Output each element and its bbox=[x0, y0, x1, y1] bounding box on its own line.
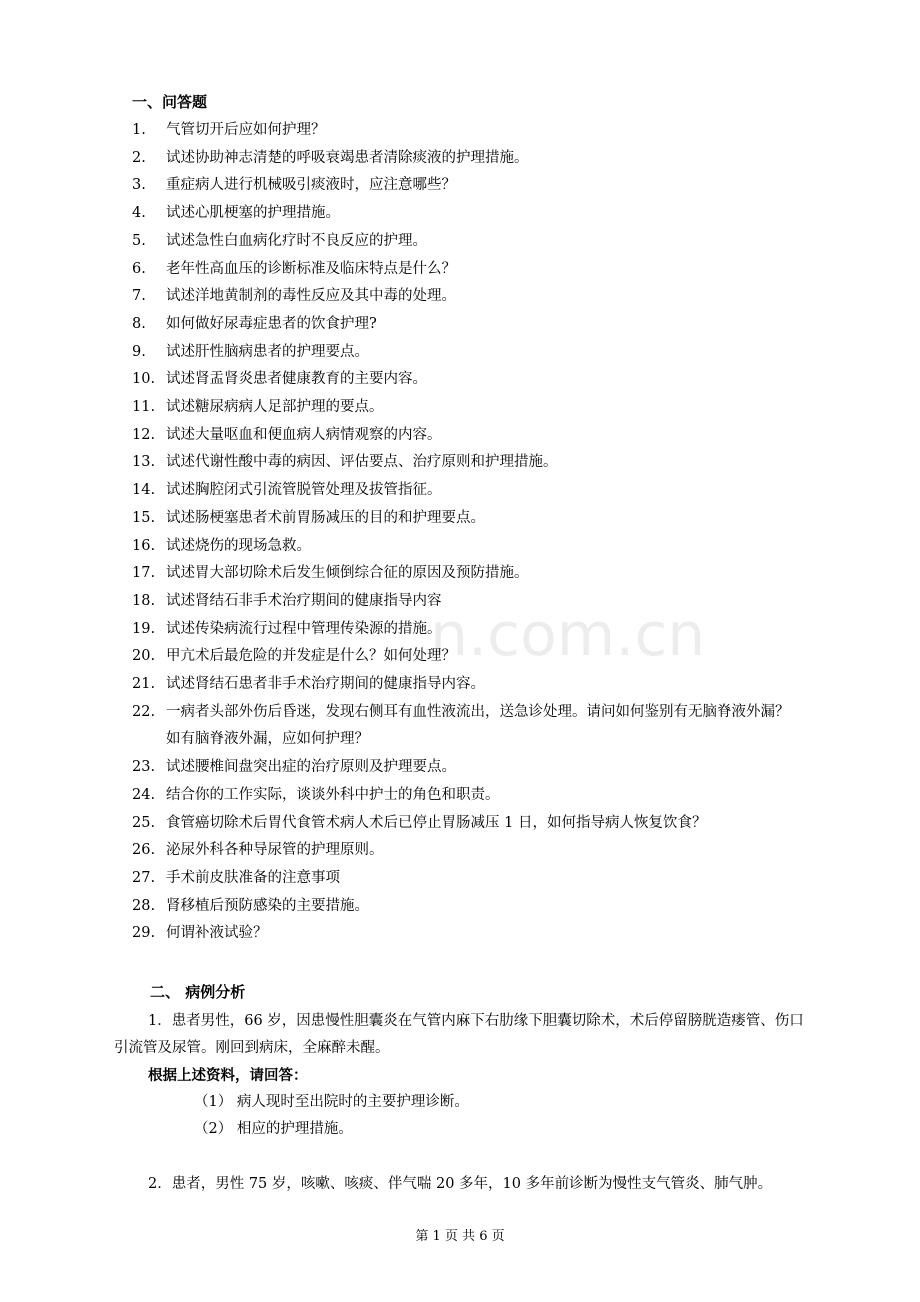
question-number: 5. bbox=[132, 232, 146, 249]
question-number: 26. bbox=[132, 842, 156, 859]
page-footer: 第 1 页 共 6 页 bbox=[415, 1229, 505, 1244]
question-number: 10. bbox=[132, 371, 156, 388]
question-text: 结合你的工作实际，谈谈外科中护士的角色和职责。 bbox=[166, 786, 500, 803]
question-text: 试述肾结石患者非手术治疗期间的健康指导内容。 bbox=[166, 676, 485, 693]
question-number: 20. bbox=[132, 648, 156, 665]
question-list bbox=[132, 117, 792, 948]
question-number: 14. bbox=[132, 482, 156, 499]
question-item bbox=[132, 283, 792, 311]
question-number: 16. bbox=[132, 537, 156, 554]
question-item bbox=[132, 311, 792, 339]
question-item bbox=[132, 837, 792, 865]
question-item bbox=[132, 533, 792, 561]
question-item bbox=[132, 810, 792, 838]
question-text: 试述代谢性酸中毒的病因、评估要点、治疗原则和护理措施。 bbox=[166, 454, 558, 471]
question-number: 2. bbox=[132, 149, 146, 166]
case-1-sub-2: （2） 相应的护理措施。 bbox=[194, 1121, 353, 1137]
section-title-case: 二、 病例分析 bbox=[150, 983, 246, 1001]
question-number: 19. bbox=[132, 620, 156, 637]
question-item bbox=[132, 782, 792, 810]
question-item bbox=[132, 699, 792, 754]
question-number: 8. bbox=[132, 315, 146, 332]
question-text: 泌尿外科各种导尿管的护理原则。 bbox=[166, 842, 384, 859]
question-item bbox=[132, 616, 792, 644]
question-item bbox=[132, 145, 792, 173]
question-item bbox=[132, 172, 792, 200]
question-number: 23. bbox=[132, 759, 156, 776]
question-item bbox=[132, 671, 792, 699]
question-text: 老年性高血压的诊断标准及临床特点是什么？ bbox=[166, 260, 456, 277]
question-number: 17. bbox=[132, 565, 156, 582]
question-number: 12. bbox=[132, 426, 156, 443]
question-text: 肾移植后预防感染的主要措施。 bbox=[166, 897, 369, 914]
question-number: 25. bbox=[132, 814, 156, 831]
question-text: 试述肾结石非手术治疗期间的健康指导内容 bbox=[166, 592, 442, 609]
question-item bbox=[132, 117, 792, 145]
question-number: 3. bbox=[132, 177, 146, 194]
question-text: 手术前皮肤准备的注意事项 bbox=[166, 869, 340, 886]
question-item bbox=[132, 394, 792, 422]
question-text: 试述肠梗塞患者术前胃肠减压的目的和护理要点。 bbox=[166, 509, 485, 526]
question-item bbox=[132, 477, 792, 505]
question-number: 4. bbox=[132, 205, 146, 222]
question-text: 试述肾盂肾炎患者健康教育的主要内容。 bbox=[166, 371, 427, 388]
question-text: 试述肝性脑病患者的护理要点。 bbox=[166, 343, 369, 360]
question-text: 试述洋地黄制剂的毒性反应及其中毒的处理。 bbox=[166, 288, 456, 305]
case-1-sub-1: （1） 病人现时至出院时的主要护理诊断。 bbox=[194, 1094, 469, 1110]
question-text: 试述协助神志清楚的呼吸衰竭患者清除痰液的护理措施。 bbox=[166, 149, 529, 166]
question-number: 9. bbox=[132, 343, 146, 360]
question-text: 试述胸腔闭式引流管脱管处理及拔管指征。 bbox=[166, 482, 442, 499]
question-text: 一病者头部外伤后昏迷，发现右侧耳有血性液流出，送急诊处理。请问如何鉴别有无脑脊液外漏？如有脑脊液外漏，应如何护理？ bbox=[166, 703, 790, 748]
question-item bbox=[132, 893, 792, 921]
case-2-text: 2．患者，男性 75 岁，咳嗽、咳痰、伴气喘 20 多年，10 多年前诊断为慢性支气管炎、肺气肿。 bbox=[148, 1176, 773, 1192]
question-number: 7. bbox=[132, 288, 146, 305]
question-text: 试述大量呕血和便血病人病情观察的内容。 bbox=[166, 426, 442, 443]
question-number: 18. bbox=[132, 592, 156, 609]
case-1-prompt: 根据上述资料，请回答： bbox=[148, 1067, 308, 1084]
question-text: 试述烧伤的现场急救。 bbox=[166, 537, 311, 554]
question-text: 试述心肌梗塞的护理措施。 bbox=[166, 205, 340, 222]
question-number: 29. bbox=[132, 925, 156, 942]
question-text: 如何做好尿毒症患者的饮食护理? bbox=[166, 315, 377, 332]
question-item bbox=[132, 588, 792, 616]
question-number: 24. bbox=[132, 786, 156, 803]
question-number: 27. bbox=[132, 869, 156, 886]
case-2 bbox=[114, 1171, 814, 1198]
question-number: 6. bbox=[132, 260, 146, 277]
question-text: 重症病人进行机械吸引痰液时，应注意哪些？ bbox=[166, 177, 456, 194]
question-text: 气管切开后应如何护理？ bbox=[166, 122, 326, 138]
question-item bbox=[132, 754, 792, 782]
question-text: 甲亢术后最危险的并发症是什么？如何处理？ bbox=[166, 648, 456, 665]
question-number: 11. bbox=[132, 399, 156, 416]
watermark: n.com.cn bbox=[430, 600, 706, 670]
case-1 bbox=[114, 1008, 814, 1143]
question-text: 试述糖尿病病人足部护理的要点。 bbox=[166, 399, 384, 416]
question-item bbox=[132, 200, 792, 228]
question-item bbox=[132, 256, 792, 284]
question-item bbox=[132, 643, 792, 671]
question-item bbox=[132, 920, 792, 948]
question-item bbox=[132, 505, 792, 533]
question-item bbox=[132, 560, 792, 588]
question-item bbox=[132, 228, 792, 256]
question-text: 何谓补液试验？ bbox=[166, 925, 268, 942]
case-1-text: 1．患者男性，66 岁，因患慢性胆囊炎在气管内麻下右肋缘下胆囊切除术，术后停留膀胱造瘘管、伤口引流管及尿管。刚回到病床，全麻醉未醒。 bbox=[114, 1013, 804, 1056]
question-number: 13. bbox=[132, 454, 156, 471]
question-text: 试述胃大部切除术后发生倾倒综合征的原因及预防措施。 bbox=[166, 565, 529, 582]
section-title-qa: 一、问答题 bbox=[132, 93, 208, 111]
question-item bbox=[132, 366, 792, 394]
question-text: 试述腰椎间盘突出症的治疗原则及护理要点。 bbox=[166, 759, 456, 776]
question-item bbox=[132, 422, 792, 450]
question-text: 食管癌切除术后胃代食管术病人术后已停止胃肠减压 1 日，如何指导病人恢复饮食？ bbox=[166, 814, 707, 831]
question-text: 试述传染病流行过程中管理传染源的措施。 bbox=[166, 620, 442, 637]
question-number: 22. bbox=[132, 703, 156, 720]
question-item bbox=[132, 339, 792, 367]
question-item bbox=[132, 865, 792, 893]
question-number: 1. bbox=[132, 122, 146, 138]
question-number: 15. bbox=[132, 509, 156, 526]
question-number: 21. bbox=[132, 676, 156, 693]
question-item bbox=[132, 449, 792, 477]
question-number: 28. bbox=[132, 897, 156, 914]
question-text: 试述急性白血病化疗时不良反应的护理。 bbox=[166, 232, 427, 249]
